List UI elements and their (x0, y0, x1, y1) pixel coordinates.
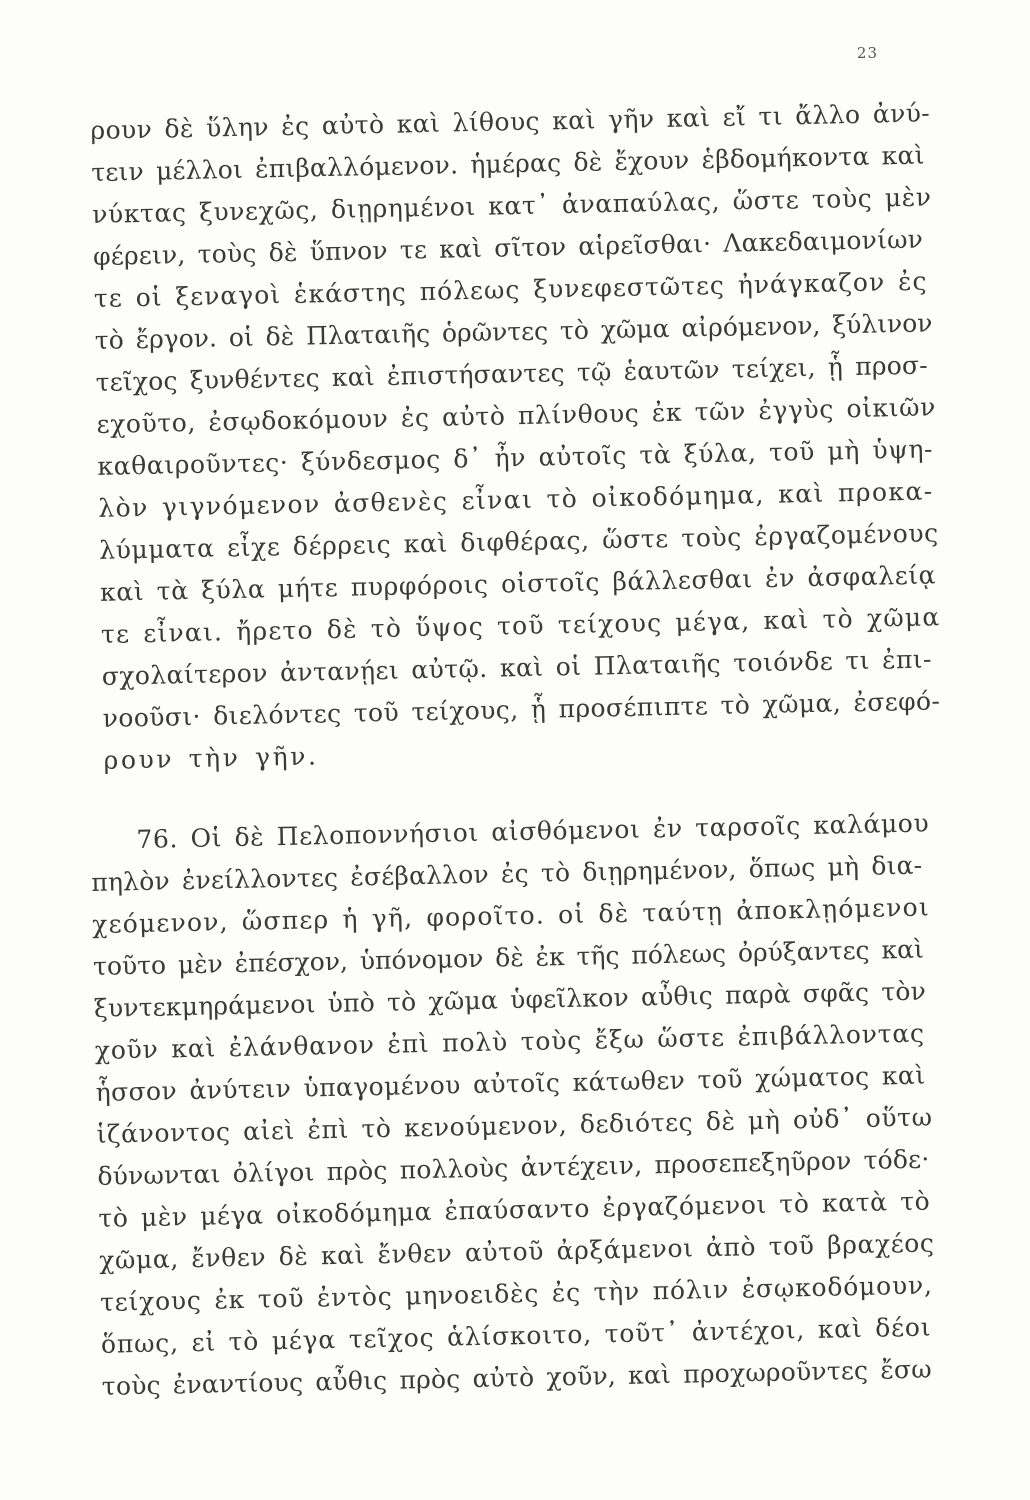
text-line: χῶμα, ἔνθεν δὲ καὶ ἔνθεν αὐτοῦ ἀρξάμενοι ἀπὸ τοῦ βραχέος (98, 1228, 935, 1275)
text-line: χοῦν καὶ ἐλάνθανον ἐπὶ πολὺ τοὺς ἔξω ὥστε ἐπιβάλλοντας (94, 1018, 926, 1065)
text-line: τὸ ἔργον. οἱ δὲ Πλαταιῆς ὁρῶντες τὸ χῶμα αἰρόμενον, ξύλινον (94, 308, 933, 355)
text-line: δύνωνται ὀλίγοι πρὸς πολλοὺς ἀντέχειν, προσεπεξηῦρον τόδε· (97, 1144, 930, 1191)
text-line: τείχους ἐκ τοῦ ἐντὸς μηνοειδὲς ἐς τὴν πόλιν ἐσῳκοδόμουν, (99, 1270, 933, 1317)
text-line: τοῦτο μὲν ἐπέσχον, ὑπόνομον δὲ ἐκ τῆς πόλεως ὀρύξαντες καὶ (92, 934, 925, 981)
text-line: σχολαίτερον ἀντανῄει αὐτῷ. καὶ οἱ Πλαταιῆς τοιόνδε τι ἐπι- (101, 644, 933, 691)
text-line: ὅπως, εἰ τὸ μέγα τεῖχος ἁλίσκοιτο, τοῦτ᾽ ἀντέχοι, καὶ δέοι (100, 1312, 932, 1359)
text-line: τε εἶναι. ἤρετο δὲ τὸ ὕψος τοῦ τείχους μέγα, καὶ τὸ χῶμα (100, 602, 941, 649)
text-line: λύμματα εἶχε δέρρεις καὶ διφθέρας, ὥστε τοὺς ἐργαζομένους (98, 518, 940, 565)
text-line: εχοῦτο, ἐσῳδοκόμουν ἐς αὐτὸ πλίνθους ἐκ τῶν ἐγγὺς οἰκιῶν (96, 392, 937, 439)
text-line: τειν μέλλοι ἐπιβαλλόμενον. ἡμέρας δὲ ἔχουν ἑβδομήκοντα καὶ (91, 140, 925, 187)
text-line: τοὺς ἐναντίους αὖθις πρὸς αὐτὸ χοῦν, καὶ προχωροῦντες ἔσω (101, 1354, 933, 1401)
text-line: 76. Οἱ δὲ Πελοποννήσιοι αἰσθόμενοι ἐν ταρσοῖς καλάμου (136, 808, 930, 855)
text-line: καθαιροῦντες· ξύνδεσμος δ᾽ ἦν αὐτοῖς τὰ ξύλα, τοῦ μὴ ὑψη- (97, 434, 934, 481)
text-line: τὸ μὲν μέγα οἰκοδόμημα ἐπαύσαντο ἐργαζόμενοι τὸ κατὰ τὸ (98, 1186, 931, 1233)
page-number: 23 (856, 44, 878, 62)
text-line: ρουν τὴν γῆν. (103, 741, 319, 775)
text-line: ἧσσον ἀνύτειν ὑπαγομένου αὐτοῖς κάτωθεν τοῦ χώματος καὶ (95, 1060, 926, 1107)
paragraph-76 (90, 802, 942, 1407)
text-line: πηλὸν ἐνείλλοντες ἐσέβαλλον ἐς τὸ διῃρημένον, ὅπως μὴ δια- (91, 850, 923, 897)
text-line: τεῖχος ξυνθέντες καὶ ἐπιστήσαντες τῷ ἑαυτῶν τείχει, ᾗ προσ- (95, 350, 929, 397)
text-line: λὸν γιγνόμενον ἀσθενὲς εἶναι τὸ οἰκοδόμημα, καὶ προκα- (98, 476, 934, 523)
text-line: φέρειν, τοὺς δὲ ὕπνον τε καὶ σῖτον αἱρεῖσθαι· Λακεδαιμονίων (92, 224, 924, 271)
text-line: καὶ τὰ ξύλα μήτε πυρφόροις οἰστοῖς βάλλεσθαι ἐν ἀσφαλείᾳ (99, 560, 937, 607)
paragraph-continued (90, 92, 944, 781)
text-line: ξυντεκμηράμενοι ὑπὸ τὸ χῶμα ὑφεῖλκον αὖθις παρὰ σφᾶς τὸν (93, 976, 927, 1023)
text-line: νύκτας ξυνεχῶς, διῃρημένοι κατ᾽ ἀναπαύλας, ὥστε τοὺς μὲν (91, 182, 932, 229)
text-line: χεόμενον, ὥσπερ ἡ γῆ, φοροῖτο. οἱ δὲ ταύτῃ ἀποκλῃόμενοι (91, 892, 931, 939)
text-line: νοοῦσι· διελόντες τοῦ τείχους, ᾗ προσέπιπτε τὸ χῶμα, ἐσεφό- (102, 686, 941, 733)
text-line: τε οἱ ξεναγοὶ ἑκάστης πόλεως ξυνεφεστῶτες ἠνάγκαζον ἐς (93, 266, 928, 313)
text-line: ρουν δὲ ὕλην ἐς αὐτὸ καὶ λίθους καὶ γῆν καὶ εἴ τι ἄλλο ἀνύ- (90, 98, 931, 145)
text-line: ἱζάνοντος αἰεὶ ἐπὶ τὸ κενούμενον, δεδιότες δὲ μὴ οὐδ᾽ οὕτω (96, 1102, 933, 1149)
